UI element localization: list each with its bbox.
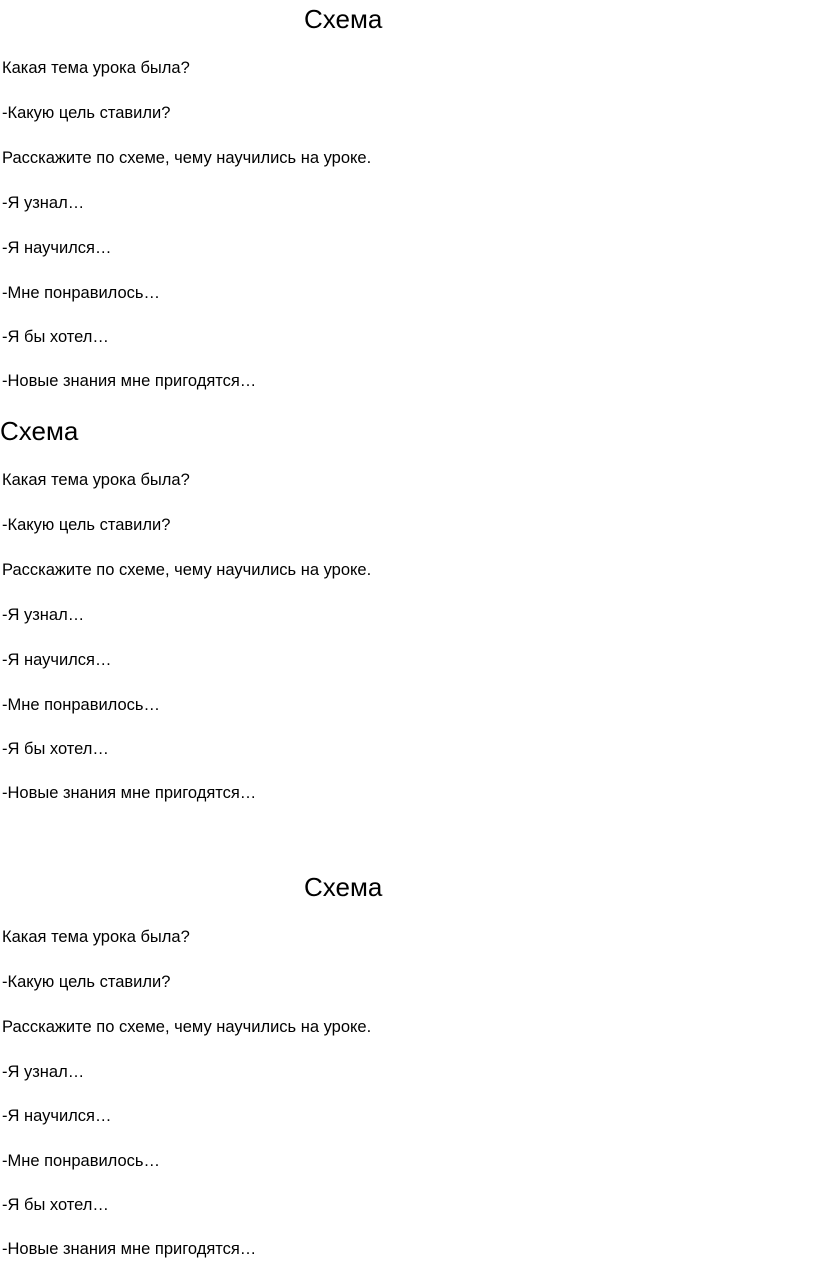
- prompt-i-mastered: -Я научился…: [2, 239, 112, 257]
- prompt-knowledge-useful: -Новые знания мне пригодятся…: [2, 372, 257, 390]
- instruction-tell-by-scheme: Расскажите по схеме, чему научились на уроке.: [2, 561, 372, 579]
- scheme-title: Схема: [304, 872, 383, 902]
- prompt-i-would-like: -Я бы хотел…: [2, 1196, 109, 1214]
- instruction-tell-by-scheme: Расскажите по схеме, чему научились на уроке.: [2, 149, 372, 167]
- prompt-i-would-like: -Я бы хотел…: [2, 328, 109, 346]
- prompt-knowledge-useful: -Новые знания мне пригодятся…: [2, 1240, 257, 1258]
- question-lesson-goal: -Какую цель ставили?: [2, 516, 171, 534]
- prompt-i-would-like: -Я бы хотел…: [2, 740, 109, 758]
- question-lesson-goal: -Какую цель ставили?: [2, 104, 171, 122]
- question-lesson-topic: Какая тема урока была?: [2, 928, 190, 946]
- prompt-i-learned: -Я узнал…: [2, 1063, 85, 1081]
- prompt-i-learned: -Я узнал…: [2, 606, 85, 624]
- question-lesson-topic: Какая тема урока была?: [2, 471, 190, 489]
- prompt-i-learned: -Я узнал…: [2, 194, 85, 212]
- question-lesson-goal: -Какую цель ставили?: [2, 973, 171, 991]
- question-lesson-topic: Какая тема урока была?: [2, 59, 190, 77]
- scheme-title: Схема: [304, 4, 383, 34]
- prompt-i-mastered: -Я научился…: [2, 1107, 112, 1125]
- instruction-tell-by-scheme: Расскажите по схеме, чему научились на уроке.: [2, 1018, 372, 1036]
- prompt-i-liked: -Мне понравилось…: [2, 696, 161, 714]
- prompt-knowledge-useful: -Новые знания мне пригодятся…: [2, 784, 257, 802]
- prompt-i-mastered: -Я научился…: [2, 651, 112, 669]
- prompt-i-liked: -Мне понравилось…: [2, 1152, 161, 1170]
- scheme-title: Схема: [0, 416, 79, 446]
- prompt-i-liked: -Мне понравилось…: [2, 284, 161, 302]
